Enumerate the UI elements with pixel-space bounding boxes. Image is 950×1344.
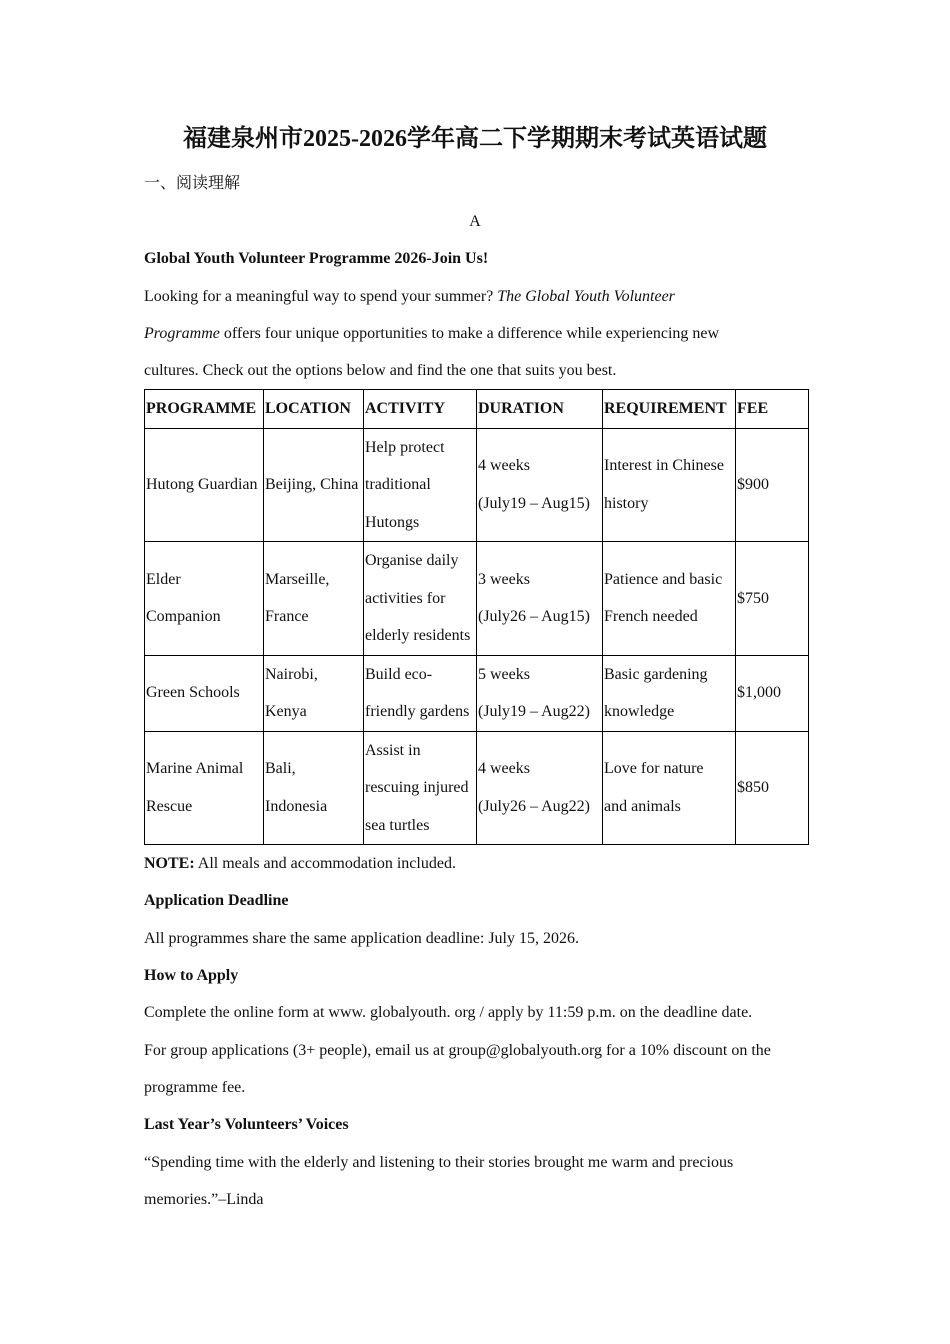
- intro-text: offers four unique opportunities to make a difference while experiencing new: [219, 325, 720, 342]
- intro-line-1: [144, 287, 675, 307]
- deadline-text: All programmes share the same application deadline: July 15, 2026.: [144, 930, 579, 947]
- cell-fee: $750: [736, 542, 809, 656]
- cell-duration: 5 weeks (July19 – Aug22): [477, 655, 603, 731]
- cell-duration: 3 weeks (July26 – Aug15): [477, 542, 603, 656]
- deadline-heading: Application Deadline: [144, 892, 289, 909]
- intro-text: Looking for a meaningful way to spend your summer?: [144, 288, 498, 305]
- cell-requirement: Love for nature and animals: [603, 731, 736, 845]
- voices-heading: Last Year’s Volunteers’ Voices: [144, 1116, 349, 1133]
- header-location: LOCATION: [264, 390, 364, 429]
- header-requirement: REQUIREMENT: [603, 390, 736, 429]
- cell-programme: Elder Companion: [145, 542, 264, 656]
- section-heading: 一、阅读理解: [144, 175, 241, 192]
- note-text: All meals and accommodation included.: [194, 855, 456, 872]
- table-header-row: [145, 390, 809, 429]
- programme-name-italic: Programme: [144, 325, 220, 342]
- cell-programme: Hutong Guardian: [145, 428, 264, 542]
- voices-quote-line: “Spending time with the elderly and listening to their stories brought me warm and precious: [144, 1154, 734, 1171]
- header-activity: ACTIVITY: [364, 390, 477, 429]
- programme-table: [144, 389, 809, 845]
- cell-fee: $850: [736, 731, 809, 845]
- table-row: [145, 542, 809, 656]
- cell-activity: Organise daily activities for elderly residents: [364, 542, 477, 656]
- cell-location: Nairobi, Kenya: [264, 655, 364, 731]
- apply-line: Complete the online form at www. globalyouth. org / apply by 11:59 p.m. on the deadline date.: [144, 1004, 753, 1021]
- apply-line: For group applications (3+ people), email us at group@globalyouth.org for a 10% discount on the: [144, 1042, 771, 1059]
- note-line: [144, 854, 456, 874]
- cell-requirement: Interest in Chinese history: [603, 428, 736, 542]
- cell-programme: Marine Animal Rescue: [145, 731, 264, 845]
- cell-fee: $1,000: [736, 655, 809, 731]
- cell-location: Bali, Indonesia: [264, 731, 364, 845]
- table-row: [145, 428, 809, 542]
- cell-activity: Assist in rescuing injured sea turtles: [364, 731, 477, 845]
- cell-duration: 4 weeks (July26 – Aug22): [477, 731, 603, 845]
- voices-quote-line: memories.”–Linda: [144, 1191, 264, 1208]
- cell-duration: 4 weeks (July19 – Aug15): [477, 428, 603, 542]
- exam-title: 福建泉州市2025-2026学年高二下学期期末考试英语试题: [183, 126, 767, 152]
- cell-activity: Build eco- friendly gardens: [364, 655, 477, 731]
- cell-location: Marseille, France: [264, 542, 364, 656]
- programme-name-italic: The Global Youth Volunteer: [497, 288, 675, 305]
- intro-line-2: [144, 324, 719, 344]
- passage-label: A: [469, 213, 481, 230]
- cell-requirement: Basic gardening knowledge: [603, 655, 736, 731]
- cell-programme: Green Schools: [145, 655, 264, 731]
- note-label: NOTE:: [144, 855, 195, 872]
- apply-heading: How to Apply: [144, 967, 239, 984]
- header-fee: FEE: [736, 390, 809, 429]
- passage-title: Global Youth Volunteer Programme 2026-Join Us!: [144, 250, 489, 267]
- table-row: [145, 731, 809, 845]
- cell-location: Beijing, China: [264, 428, 364, 542]
- intro-line-3: cultures. Check out the options below and find the one that suits you best.: [144, 362, 617, 379]
- apply-line: programme fee.: [144, 1079, 246, 1096]
- cell-activity: Help protect traditional Hutongs: [364, 428, 477, 542]
- header-duration: DURATION: [477, 390, 603, 429]
- cell-fee: $900: [736, 428, 809, 542]
- cell-requirement: Patience and basic French needed: [603, 542, 736, 656]
- table-row: [145, 655, 809, 731]
- header-programme: PROGRAMME: [145, 390, 264, 429]
